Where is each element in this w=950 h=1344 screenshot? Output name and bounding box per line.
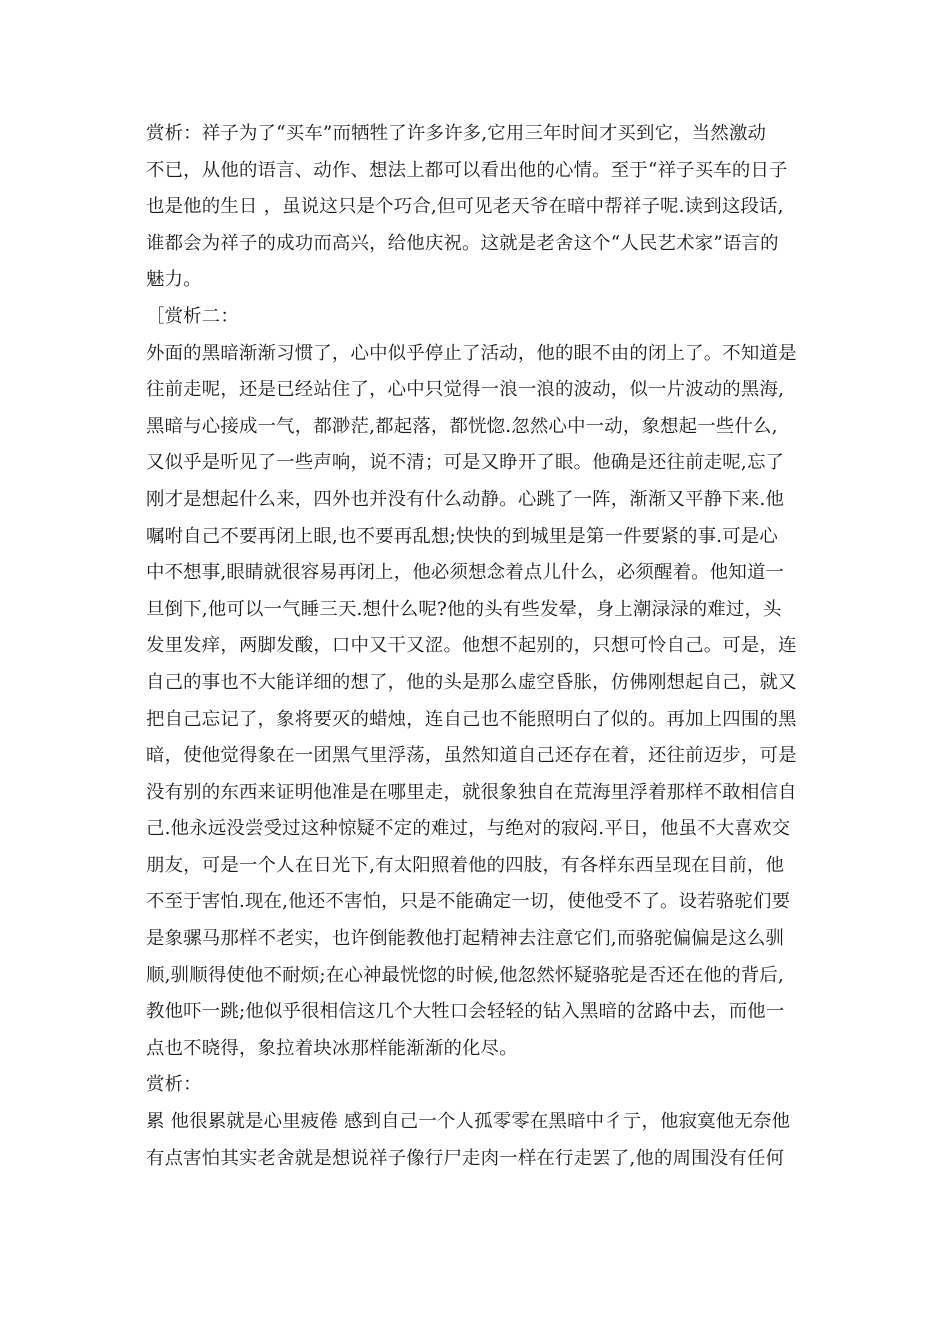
text-line: 外面的黑暗渐渐习惯了，心中似乎停止了活动，他的眼不由的闭上了。不知道是 [146,342,797,364]
text-line: 魅力。 [146,269,202,291]
text-line: 不至于害怕.现在,他还不害怕，只是不能确定一切，使他受不了。设若骆驼们要 [146,891,791,913]
text-line: 顺,驯顺得使他不耐烦;在心神最恍惚的时候,他忽然怀疑骆驼是否还在他的背后, [146,964,785,986]
text-line: 己.他永远没尝受过这种惊疑不定的难过，与绝对的寂闷.平日，他虽不大喜欢交 [146,818,791,840]
text-line: 往前走呢，还是已经站住了，心中只觉得一浪一浪的波动，似一片波动的黑海, [146,379,785,401]
text-line: 旦倒下,他可以一气睡三天.想什么呢?他的头有些发晕，身上潮渌渌的难过，头 [146,598,782,620]
section-heading: ［赏析二： [146,305,239,327]
text-line: 是象骡马那样不老实，也许倒能教他打起精神去注意它们,而骆驼偏偏是这么驯 [146,928,785,950]
text-line: 朋友，可是一个人在日光下,有太阳照着他的四肢，有各样东西呈现在目前，他 [146,854,785,876]
text-line: 累 他很累就是心里疲倦 感到自己一个人孤零零在黑暗中彳亍，他寂寞他无奈他 [146,1111,791,1133]
document-body [146,116,816,1177]
text-line: 黑暗与心接成一气，都渺茫,都起落，都恍惚.忽然心中一动，象想起一些什么, [146,415,778,437]
text-line: 有点害怕其实老舍就是想说祥子像行尸走肉一样在行走罢了,他的周围没有任何 [146,1147,785,1169]
text-line: 也是他的生日 ，虽说这只是个巧合,但可见老天爷在暗中帮祥子呢.读到这段话, [146,196,784,218]
text-line: 点也不晓得，象拉着块冰那样能渐渐的化尽。 [146,1037,518,1059]
text-line: 刚才是想起什么来，四外也并没有什么动静。心跳了一阵，渐渐又平静下来.他 [146,488,785,510]
section-heading: 赏析： [146,1074,202,1096]
text-line: 发里发痒，两脚发酸，口中又干又涩。他想不起别的，只想可怜自己。可是，连 [146,635,797,657]
text-line: 中不想事,眼睛就很容易再闭上，他必须想念着点儿什么，必须醒着。他知道一 [146,562,785,584]
text-line: 没有别的东西来证明他准是在哪里走，就很象独自在荒海里浮着那样不敢相信自 [146,781,797,803]
text-line: 教他吓一跳;他似乎很相信这几个大牲口会轻轻的钻入黑暗的岔路中去，而他一 [146,1001,785,1023]
text-line: 赏析：祥子为了“买车”而牺牲了许多许多,它用三年时间才买到它，当然激动 [146,123,767,144]
text-line: 把自己忘记了，象将要灭的蜡烛，连自己也不能照明白了似的。再加上四围的黑 [146,708,797,730]
text-line: 又似乎是听见了一些声响，说不清；可是又睁开了眼。他确是还往前走呢,忘了 [146,452,785,474]
text-line: 谁都会为祥子的成功而高兴，给他庆祝。这就是老舍这个“人民艺术家”语言的 [146,232,779,254]
text-line: 自己的事也不大能详细的想了，他的头是那么虚空昏胀，仿佛刚想起自己，就又 [146,671,797,693]
text-line: 嘱咐自己不要再闭上眼,也不要再乱想;快快的到城里是第一件要紧的事.可是心 [146,525,778,547]
text-line: 暗，使他觉得象在一团黑气里浮荡，虽然知道自己还存在着，还往前迈步，可是 [146,745,797,767]
text-line: 不已，从他的语言、动作、想法上都可以看出他的心情。至于“祥子买车的日子 [146,159,788,181]
